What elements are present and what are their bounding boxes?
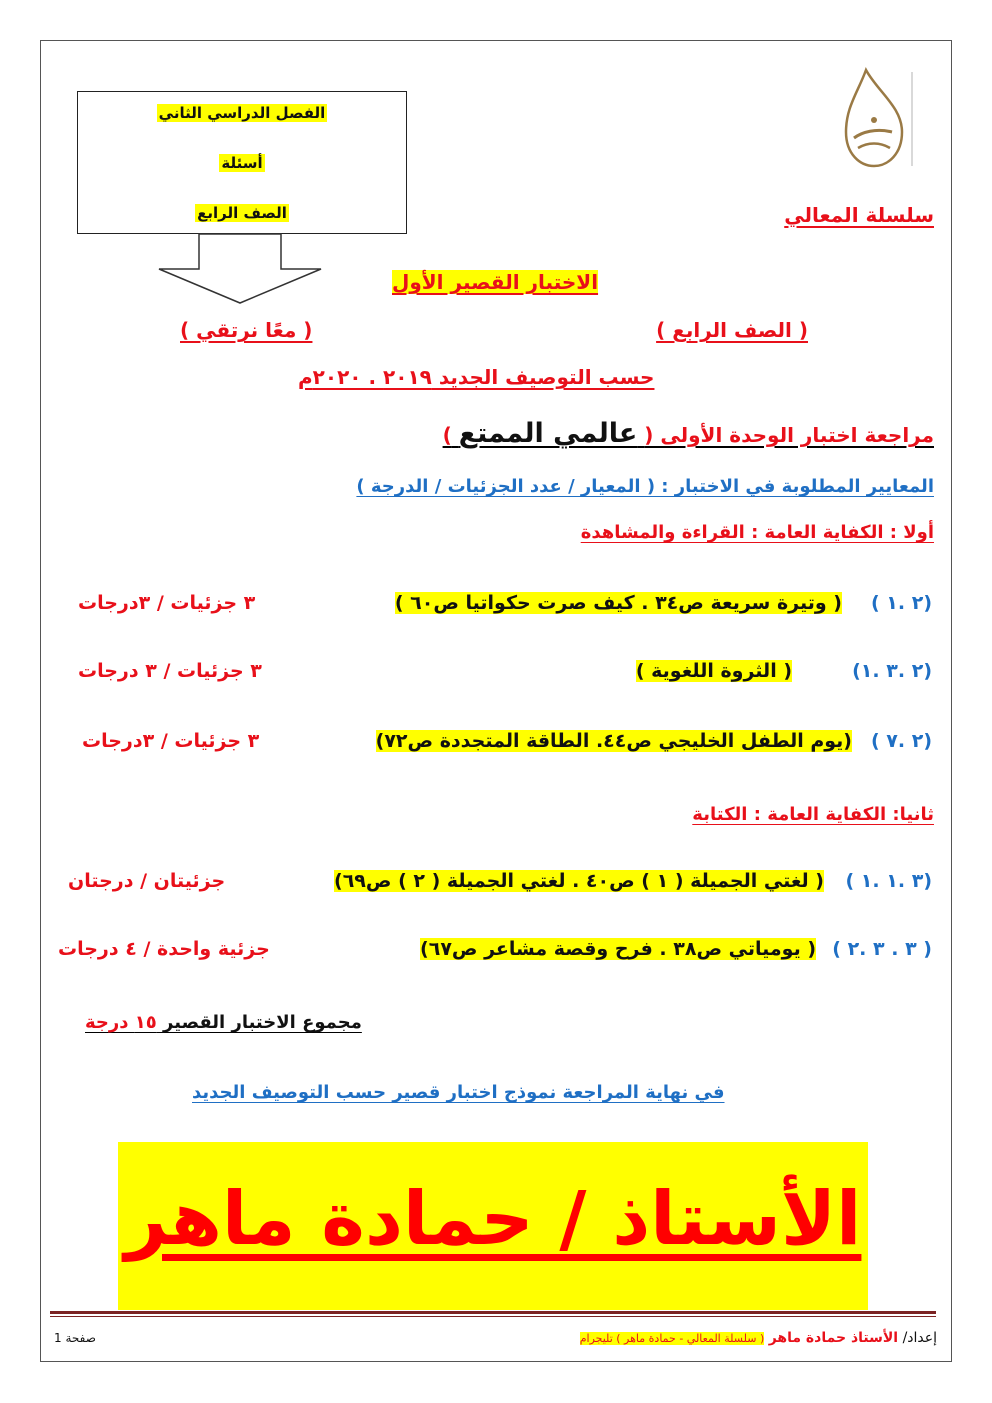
- row-topic: ( وتيرة سريعة ص٣٤ . كيف صرت حكواتيا ص٦٠ ): [394, 592, 842, 614]
- down-arrow-icon: [155, 233, 325, 305]
- footer-author: الأستاذ حمادة ماهر: [768, 1330, 899, 1346]
- row-score: ٣ جزئيات / ٣ درجات: [78, 660, 262, 682]
- prepared-by-label: إعداد/: [902, 1330, 937, 1346]
- unit-name: عالمي الممتع: [458, 418, 638, 449]
- author-banner-text: الأستاذ / حمادة ماهر: [124, 1176, 862, 1262]
- total-line: [85, 1012, 362, 1033]
- row-score: ٣ جزئيات / ٣درجات: [78, 592, 256, 614]
- total-value: ١٥ درجة: [85, 1012, 157, 1033]
- term-box: [77, 91, 407, 234]
- row-topic: ( يومياتي ص٣٨ . فرح وقصة مشاعر ص٦٧): [420, 938, 816, 960]
- footer-rule-thin: [50, 1316, 936, 1317]
- row-topic: (يوم الطفل الخليجي ص٤٤. الطاقة المتجددة ص٧٢): [375, 730, 852, 752]
- row-code: (٢ .٣ .١): [852, 660, 932, 682]
- criteria-line: المعايير المطلوبة في الاختبار : ( المعيار / عدد الجزئيات / الدرجة ): [356, 476, 934, 497]
- row-score: جزئيتان / درجتان: [68, 870, 226, 892]
- section2-row: [50, 870, 932, 904]
- series-name: سلسلة المعالي: [784, 203, 934, 227]
- term-line-1: الفصل الدراسي الثاني: [158, 104, 326, 122]
- row-code: (٢ .١ ): [870, 592, 932, 614]
- term-line-3: الصف الرابع: [197, 204, 287, 222]
- footer-rule: [50, 1311, 936, 1314]
- grade-label: ( الصف الرابع ): [656, 318, 808, 342]
- row-score: جزئية واحدة / ٤ درجات: [58, 938, 270, 960]
- section2-row: [50, 938, 932, 972]
- closing-note: في نهاية المراجعة نموذج اختبار قصير حسب التوصيف الجديد: [192, 1082, 725, 1103]
- row-topic: ( لغتي الجميلة ( ١ ) ص٤٠ . لغتي الجميلة ( ٢ ) ص٦٩): [334, 870, 824, 892]
- section1-heading: أولا : الكفاية العامة : القراءة والمشاهدة: [580, 522, 934, 543]
- review-line: [443, 418, 934, 449]
- footer-credit: [580, 1330, 937, 1346]
- quiz-title-wrap: [392, 270, 598, 294]
- total-label: مجموع الاختبار القصير: [163, 1012, 362, 1033]
- motto: ( معًا نرتقي ): [180, 318, 313, 342]
- page-number: صفحة 1: [54, 1331, 96, 1345]
- section1-row: [50, 660, 932, 694]
- section1-row: [50, 592, 932, 626]
- spec-line: حسب التوصيف الجديد ٢٠١٩ . ٢٠٢٠م: [298, 365, 655, 389]
- logo: [828, 62, 920, 172]
- review-suffix: ): [442, 423, 452, 447]
- row-code: (٣ .١ .١ ): [845, 870, 932, 892]
- row-code: (٢ .٧ ): [870, 730, 932, 752]
- row-code: ( ٣ . ٣ .٢ ): [832, 938, 932, 960]
- author-banner: [118, 1142, 868, 1310]
- row-score: ٣ جزئيات / ٣درجات: [82, 730, 260, 752]
- section1-row: [50, 730, 932, 764]
- footer-channel: ( سلسلة المعالي - حمادة ماهر ) تليجرام: [579, 1332, 765, 1345]
- row-topic: ( الثروة اللغوية ): [635, 660, 792, 682]
- review-prefix: مراجعة اختبار الوحدة الأولى (: [644, 423, 934, 447]
- quiz-title: الاختبار القصير الأول: [392, 270, 599, 294]
- section2-heading: ثانيا: الكفاية العامة : الكتابة: [692, 804, 934, 825]
- term-line-2: أسئلة: [221, 154, 263, 172]
